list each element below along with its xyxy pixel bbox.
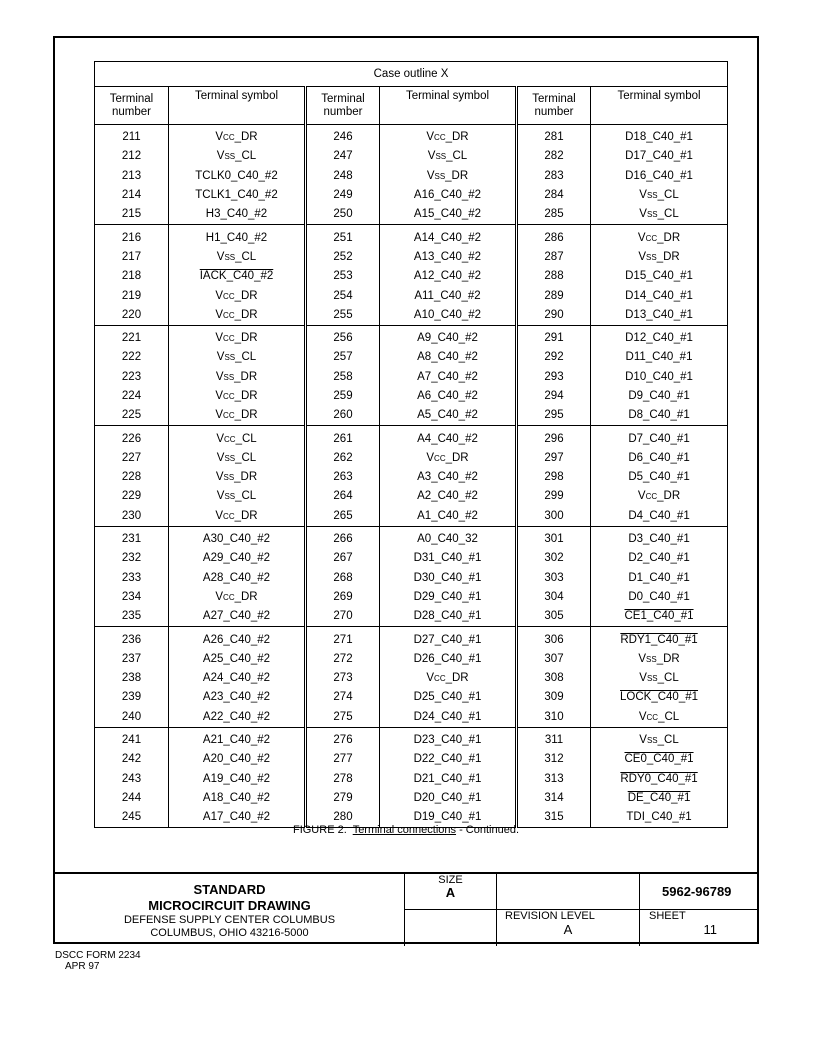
terminal-symbol: A23_C40_#2	[169, 688, 306, 707]
terminal-symbol: D31_C40_#1	[380, 549, 517, 568]
terminal-symbol: D3_C40_#1	[591, 526, 728, 549]
terminal-symbol: VCC_DR	[169, 507, 306, 527]
terminal-symbol: D8_C40_#1	[591, 406, 728, 426]
terminal-number: 212	[95, 147, 169, 166]
table-row	[95, 588, 728, 607]
terminal-number: 304	[517, 588, 591, 607]
terminal-number: 287	[517, 248, 591, 267]
terminal-symbol: A11_C40_#2	[380, 286, 517, 305]
table-row	[95, 147, 728, 166]
terminal-number: 277	[306, 750, 380, 769]
sheet-cell	[640, 910, 757, 946]
terminal-number: 224	[95, 387, 169, 406]
terminal-symbol: VCC_DR	[169, 387, 306, 406]
terminal-symbol: A20_C40_#2	[169, 750, 306, 769]
terminal-number: 252	[306, 248, 380, 267]
terminal-number: 225	[95, 406, 169, 426]
terminal-symbol: VCC_DR	[591, 487, 728, 506]
terminal-number: 263	[306, 468, 380, 487]
figure-suffix: - Continued.	[456, 824, 520, 836]
terminal-symbol: D26_C40_#1	[380, 650, 517, 669]
terminal-number: 293	[517, 368, 591, 387]
form-id: DSCC FORM 2234	[55, 950, 141, 961]
terminal-number: 243	[95, 770, 169, 789]
terminal-number: 248	[306, 167, 380, 186]
table-row	[95, 468, 728, 487]
terminal-symbol-header: Terminal symbol	[591, 87, 728, 125]
terminal-number: 216	[95, 225, 169, 248]
terminal-number-header: Terminal number	[95, 87, 169, 125]
terminal-number: 260	[306, 406, 380, 426]
terminal-symbol: VCC_DR	[169, 306, 306, 326]
terminal-symbol: D0_C40_#1	[591, 588, 728, 607]
org-address: COLUMBUS, OHIO 43216-5000	[150, 927, 309, 939]
terminal-symbol: D12_C40_#1	[591, 325, 728, 348]
terminal-number: 244	[95, 789, 169, 808]
terminal-number: 227	[95, 449, 169, 468]
terminal-number: 264	[306, 487, 380, 506]
terminal-number: 292	[517, 348, 591, 367]
table-row	[95, 650, 728, 669]
terminal-symbol: VCC_CL	[591, 708, 728, 728]
terminal-number: 268	[306, 569, 380, 588]
table-row	[95, 750, 728, 769]
terminal-number: 232	[95, 549, 169, 568]
title-block	[55, 872, 757, 946]
terminal-number: 284	[517, 186, 591, 205]
terminal-number: 250	[306, 205, 380, 225]
terminal-number: 235	[95, 607, 169, 627]
org-name: DEFENSE SUPPLY CENTER COLUMBUS	[123, 914, 336, 926]
terminal-number-header: Terminal number	[306, 87, 380, 125]
terminal-symbol: A12_C40_#2	[380, 267, 517, 286]
table-row	[95, 426, 728, 449]
terminal-number: 247	[306, 147, 380, 166]
table-row	[95, 770, 728, 789]
terminal-symbol: VSS_CL	[169, 348, 306, 367]
terminal-number: 312	[517, 750, 591, 769]
terminal-symbol: D23_C40_#1	[380, 727, 517, 750]
terminal-number: 288	[517, 267, 591, 286]
terminal-symbol: D9_C40_#1	[591, 387, 728, 406]
terminal-symbol: VCC_DR	[380, 669, 517, 688]
terminal-symbol: D10_C40_#1	[591, 368, 728, 387]
terminal-number: 228	[95, 468, 169, 487]
sheet-number: 11	[703, 922, 717, 937]
terminal-symbol: LOCK_C40_#1	[591, 688, 728, 707]
terminal-number: 278	[306, 770, 380, 789]
terminal-symbol: A1_C40_#2	[380, 507, 517, 527]
terminal-number: 281	[517, 125, 591, 148]
terminal-symbol: VSS_DR	[169, 368, 306, 387]
terminal-symbol: D21_C40_#1	[380, 770, 517, 789]
terminal-number: 246	[306, 125, 380, 148]
terminal-number: 303	[517, 569, 591, 588]
table-row	[95, 248, 728, 267]
terminal-connections-table	[94, 61, 728, 828]
terminal-symbol: VCC_DR	[169, 325, 306, 348]
case-outline-header: Case outline X	[95, 62, 728, 87]
figure-caption	[55, 824, 757, 836]
terminal-symbol: D24_C40_#1	[380, 708, 517, 728]
terminal-number: 226	[95, 426, 169, 449]
table-row	[95, 549, 728, 568]
terminal-symbol: D6_C40_#1	[591, 449, 728, 468]
terminal-number: 231	[95, 526, 169, 549]
terminal-number: 261	[306, 426, 380, 449]
table-row	[95, 708, 728, 728]
terminal-number: 273	[306, 669, 380, 688]
terminal-symbol: D18_C40_#1	[591, 125, 728, 148]
table-row	[95, 688, 728, 707]
table-row	[95, 449, 728, 468]
terminal-number: 279	[306, 789, 380, 808]
terminal-number: 276	[306, 727, 380, 750]
terminal-symbol: VSS_DR	[169, 468, 306, 487]
terminal-symbol: D11_C40_#1	[591, 348, 728, 367]
terminal-number: 311	[517, 727, 591, 750]
terminal-symbol: H1_C40_#2	[169, 225, 306, 248]
terminal-number: 295	[517, 406, 591, 426]
terminal-symbol: D14_C40_#1	[591, 286, 728, 305]
terminal-number: 282	[517, 147, 591, 166]
terminal-symbol: VSS_CL	[591, 186, 728, 205]
terminal-number: 308	[517, 669, 591, 688]
terminal-symbol: IACK_C40_#2	[169, 267, 306, 286]
terminal-number: 213	[95, 167, 169, 186]
blank-cell	[497, 874, 640, 910]
table-row	[95, 406, 728, 426]
terminal-symbol: A3_C40_#2	[380, 468, 517, 487]
table-row	[95, 368, 728, 387]
terminal-number: 289	[517, 286, 591, 305]
terminal-number: 297	[517, 449, 591, 468]
terminal-number-header: Terminal number	[517, 87, 591, 125]
size-value: A	[445, 885, 456, 900]
terminal-symbol: VCC_DR	[380, 125, 517, 148]
terminal-number: 229	[95, 487, 169, 506]
form-number	[55, 950, 141, 972]
terminal-symbol: A2_C40_#2	[380, 487, 517, 506]
terminal-symbol: A5_C40_#2	[380, 406, 517, 426]
table-row	[95, 727, 728, 750]
terminal-symbol: VSS_CL	[169, 487, 306, 506]
terminal-symbol: VSS_CL	[380, 147, 517, 166]
terminal-number: 255	[306, 306, 380, 326]
terminal-number: 296	[517, 426, 591, 449]
terminal-number: 221	[95, 325, 169, 348]
terminal-symbol: A27_C40_#2	[169, 607, 306, 627]
terminal-symbol: A19_C40_#2	[169, 770, 306, 789]
terminal-symbol: VCC_DR	[169, 125, 306, 148]
terminal-symbol: D16_C40_#1	[591, 167, 728, 186]
terminal-symbol: A14_C40_#2	[380, 225, 517, 248]
terminal-symbol: CE0_C40_#1	[591, 750, 728, 769]
table-row	[95, 387, 728, 406]
terminal-symbol: A7_C40_#2	[380, 368, 517, 387]
terminal-symbol: A22_C40_#2	[169, 708, 306, 728]
terminal-symbol: TDI_C40_#1	[591, 808, 728, 828]
terminal-number: 217	[95, 248, 169, 267]
table-row	[95, 167, 728, 186]
terminal-number: 291	[517, 325, 591, 348]
terminal-number: 267	[306, 549, 380, 568]
drawing-sheet	[53, 36, 759, 944]
table-row	[95, 267, 728, 286]
terminal-symbol: VCC_DR	[591, 225, 728, 248]
terminal-number: 251	[306, 225, 380, 248]
terminal-symbol: RDY1_C40_#1	[591, 627, 728, 650]
blank-cell	[405, 910, 497, 946]
terminal-number: 290	[517, 306, 591, 326]
table-row	[95, 569, 728, 588]
terminal-number: 254	[306, 286, 380, 305]
size-label: SIZE	[438, 874, 463, 886]
terminal-symbol: A21_C40_#2	[169, 727, 306, 750]
terminal-number: 222	[95, 348, 169, 367]
table-row	[95, 205, 728, 225]
terminal-symbol: VCC_DR	[169, 588, 306, 607]
terminal-number: 302	[517, 549, 591, 568]
terminal-number: 294	[517, 387, 591, 406]
terminal-symbol: VSS_DR	[591, 248, 728, 267]
terminal-symbol: VSS_DR	[380, 167, 517, 186]
terminal-symbol: VSS_CL	[591, 669, 728, 688]
terminal-number: 270	[306, 607, 380, 627]
terminal-number: 218	[95, 267, 169, 286]
terminal-symbol: A24_C40_#2	[169, 669, 306, 688]
terminal-symbol: H3_C40_#2	[169, 205, 306, 225]
terminal-number: 234	[95, 588, 169, 607]
terminal-number: 266	[306, 526, 380, 549]
terminal-symbol: A26_C40_#2	[169, 627, 306, 650]
title-cell	[55, 874, 405, 946]
terminal-number: 253	[306, 267, 380, 286]
terminal-symbol: TCLK0_C40_#2	[169, 167, 306, 186]
table-row	[95, 487, 728, 506]
terminal-number: 214	[95, 186, 169, 205]
terminal-number: 315	[517, 808, 591, 828]
terminal-number: 239	[95, 688, 169, 707]
terminal-number: 271	[306, 627, 380, 650]
figure-number: FIGURE 2.	[292, 824, 347, 836]
terminal-symbol: D1_C40_#1	[591, 569, 728, 588]
terminal-number: 257	[306, 348, 380, 367]
terminal-symbol: VSS_CL	[169, 248, 306, 267]
terminal-symbol: D17_C40_#1	[591, 147, 728, 166]
terminal-symbol: VSS_CL	[169, 449, 306, 468]
terminal-number: 249	[306, 186, 380, 205]
terminal-symbol: D19_C40_#1	[380, 808, 517, 828]
terminal-number: 299	[517, 487, 591, 506]
terminal-symbol: D20_C40_#1	[380, 789, 517, 808]
table-row	[95, 325, 728, 348]
size-cell	[405, 874, 497, 910]
terminal-number: 313	[517, 770, 591, 789]
terminal-symbol: D22_C40_#1	[380, 750, 517, 769]
terminal-symbol: A6_C40_#2	[380, 387, 517, 406]
table-row	[95, 225, 728, 248]
terminal-number: 240	[95, 708, 169, 728]
terminal-number: 275	[306, 708, 380, 728]
form-date: APR 97	[65, 961, 100, 972]
table-row	[95, 286, 728, 305]
terminal-number: 280	[306, 808, 380, 828]
terminal-number: 269	[306, 588, 380, 607]
terminal-number: 305	[517, 607, 591, 627]
terminal-symbol: VCC_DR	[380, 449, 517, 468]
terminal-symbol: VSS_DR	[591, 650, 728, 669]
terminal-symbol: DE_C40_#1	[591, 789, 728, 808]
terminal-symbol: VSS_CL	[591, 727, 728, 750]
terminal-symbol: D27_C40_#1	[380, 627, 517, 650]
terminal-number: 262	[306, 449, 380, 468]
terminal-symbol: A28_C40_#2	[169, 569, 306, 588]
terminal-number: 230	[95, 507, 169, 527]
terminal-symbol: A15_C40_#2	[380, 205, 517, 225]
terminal-number: 259	[306, 387, 380, 406]
terminal-symbol: A0_C40_32	[380, 526, 517, 549]
terminal-number: 236	[95, 627, 169, 650]
terminal-number: 245	[95, 808, 169, 828]
terminal-number: 310	[517, 708, 591, 728]
title-microcircuit: MICROCIRCUIT DRAWING	[148, 898, 311, 913]
terminal-symbol: D25_C40_#1	[380, 688, 517, 707]
terminal-symbol: D5_C40_#1	[591, 468, 728, 487]
terminal-symbol-header: Terminal symbol	[169, 87, 306, 125]
terminal-symbol: A13_C40_#2	[380, 248, 517, 267]
title-standard: STANDARD	[193, 882, 266, 897]
terminal-number: 219	[95, 286, 169, 305]
terminal-symbol: A9_C40_#2	[380, 325, 517, 348]
terminal-number: 274	[306, 688, 380, 707]
terminal-symbol: CE1_C40_#1	[591, 607, 728, 627]
terminal-symbol: D2_C40_#1	[591, 549, 728, 568]
table-row	[95, 607, 728, 627]
revision-label: REVISION LEVEL	[505, 910, 595, 922]
terminal-number: 298	[517, 468, 591, 487]
table-row	[95, 526, 728, 549]
table-row	[95, 507, 728, 527]
terminal-number: 223	[95, 368, 169, 387]
terminal-number: 309	[517, 688, 591, 707]
terminal-number: 285	[517, 205, 591, 225]
terminal-symbol: VSS_CL	[169, 147, 306, 166]
terminal-symbol: A30_C40_#2	[169, 526, 306, 549]
terminal-symbol: D29_C40_#1	[380, 588, 517, 607]
terminal-number: 256	[306, 325, 380, 348]
terminal-symbol: D4_C40_#1	[591, 507, 728, 527]
terminal-number: 272	[306, 650, 380, 669]
terminal-symbol: A10_C40_#2	[380, 306, 517, 326]
drawing-number: 5962-96789	[640, 874, 757, 910]
terminal-symbol: A17_C40_#2	[169, 808, 306, 828]
terminal-symbol: TCLK1_C40_#2	[169, 186, 306, 205]
terminal-number: 220	[95, 306, 169, 326]
terminal-number: 211	[95, 125, 169, 148]
table-row	[95, 186, 728, 205]
terminal-symbol: A29_C40_#2	[169, 549, 306, 568]
terminal-symbol: A16_C40_#2	[380, 186, 517, 205]
terminal-symbol: D15_C40_#1	[591, 267, 728, 286]
revision-value: A	[563, 922, 573, 937]
terminal-number: 233	[95, 569, 169, 588]
terminal-symbol: A25_C40_#2	[169, 650, 306, 669]
terminal-number: 258	[306, 368, 380, 387]
terminal-symbol: D7_C40_#1	[591, 426, 728, 449]
figure-title: Terminal connections	[352, 824, 457, 836]
terminal-number: 306	[517, 627, 591, 650]
terminal-symbol: D13_C40_#1	[591, 306, 728, 326]
terminal-symbol: RDY0_C40_#1	[591, 770, 728, 789]
terminal-symbol: D30_C40_#1	[380, 569, 517, 588]
table-row	[95, 627, 728, 650]
terminal-number: 242	[95, 750, 169, 769]
terminal-symbol: A18_C40_#2	[169, 789, 306, 808]
terminal-number: 286	[517, 225, 591, 248]
terminal-symbol: D28_C40_#1	[380, 607, 517, 627]
terminal-number: 215	[95, 205, 169, 225]
terminal-symbol: VCC_CL	[169, 426, 306, 449]
terminal-symbol: VCC_DR	[169, 406, 306, 426]
table-row	[95, 348, 728, 367]
terminal-number: 314	[517, 789, 591, 808]
revision-cell	[497, 910, 640, 946]
terminal-number: 301	[517, 526, 591, 549]
terminal-number: 307	[517, 650, 591, 669]
terminal-number: 300	[517, 507, 591, 527]
table-row	[95, 789, 728, 808]
terminal-number: 241	[95, 727, 169, 750]
terminal-number: 265	[306, 507, 380, 527]
terminal-number: 237	[95, 650, 169, 669]
terminal-symbol: A4_C40_#2	[380, 426, 517, 449]
terminal-symbol-header: Terminal symbol	[380, 87, 517, 125]
table-row	[95, 669, 728, 688]
terminal-symbol: A8_C40_#2	[380, 348, 517, 367]
terminal-number: 238	[95, 669, 169, 688]
table-row	[95, 125, 728, 148]
terminal-number: 283	[517, 167, 591, 186]
terminal-symbol: VSS_CL	[591, 205, 728, 225]
table-row	[95, 306, 728, 326]
sheet-label: SHEET	[649, 910, 686, 922]
terminal-symbol: VCC_DR	[169, 286, 306, 305]
